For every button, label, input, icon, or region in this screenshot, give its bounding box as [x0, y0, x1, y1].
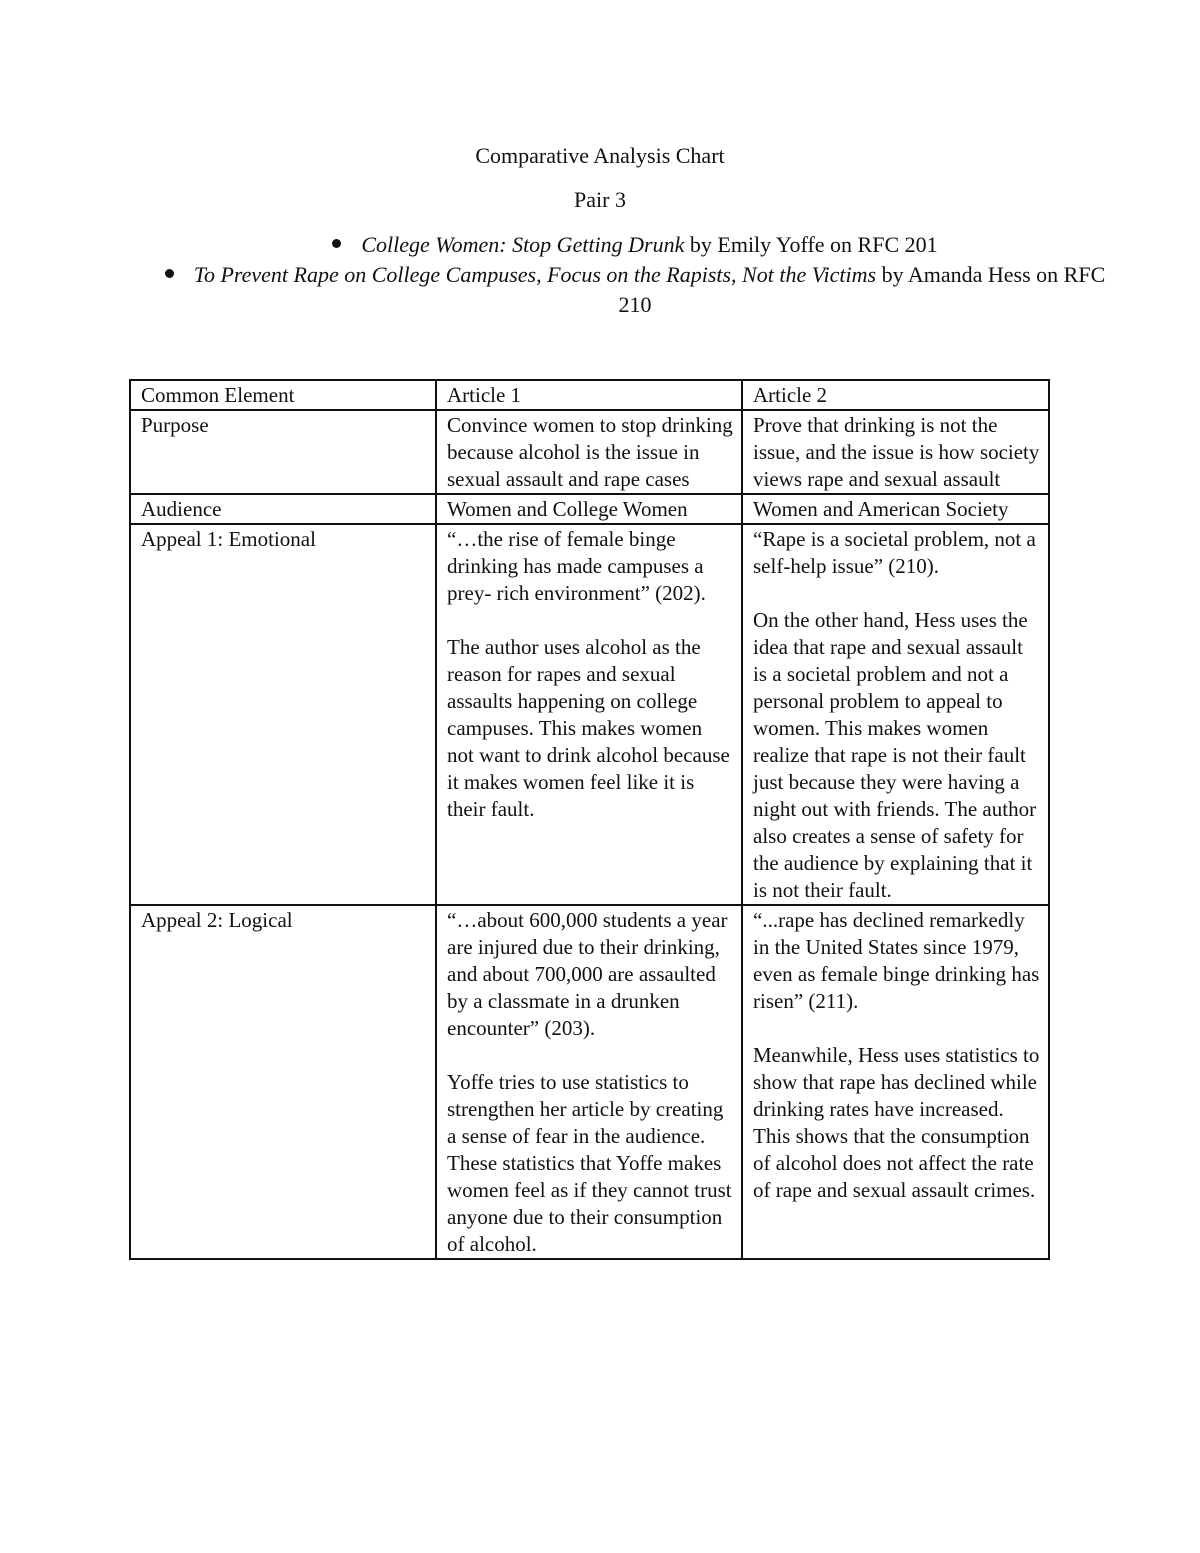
bullet-icon — [332, 239, 341, 248]
article-1-cell — [436, 524, 742, 905]
cell-paragraph: Yoffe tries to use statistics to strengthen her article by creating a sense of fear in the audience. These statistics that Yoffe makes women feel as if they cannot trust anyone due to their consumption of alcohol. — [447, 1070, 732, 1256]
source-title: College Women: Stop Getting Drunk — [361, 232, 685, 257]
header-cell-article-1: Article 1 — [436, 380, 742, 410]
table-row-audience — [130, 494, 1049, 524]
source-list — [160, 230, 1110, 320]
comparison-table — [129, 379, 1050, 1260]
cell-quote: “…about 600,000 students a year are injured due to their drinking, and about 700,000 are assaulted by a classmate in a drunken encounter” (203). — [447, 908, 728, 1040]
source-author: by Emily Yoffe on RFC 201 — [684, 232, 938, 257]
element-cell: Purpose — [130, 410, 436, 494]
article-2-cell — [742, 494, 1049, 524]
page-subtitle: Pair 3 — [574, 187, 626, 212]
article-1-cell — [436, 410, 742, 494]
cell-quote: “...rape has declined remarkedly in the United States since 1979, even as female binge drinking has risen” (211). — [753, 908, 1040, 1013]
article-2-cell — [742, 410, 1049, 494]
cell-paragraph: Meanwhile, Hess uses statistics to show that rape has declined while drinking rates have increased. This shows that the consumption of alcohol does not affect the rate of rape and sexual assault crimes. — [753, 1043, 1040, 1202]
table-row-appeal-logical — [130, 905, 1049, 1259]
source-item-2 — [160, 260, 1110, 320]
element-cell: Appeal 1: Emotional — [130, 524, 436, 905]
header-cell-common-element: Common Element — [130, 380, 436, 410]
article-2-cell — [742, 905, 1049, 1259]
page-title: Comparative Analysis Chart — [475, 143, 725, 168]
table-header-row — [130, 380, 1049, 410]
cell-paragraph: The author uses alcohol as the reason for rapes and sexual assaults happening on college campuses. This makes women not want to drink alcohol because it makes women feel like it is their fault. — [447, 635, 730, 821]
cell-paragraph: Prove that drinking is not the issue, and the issue is how society views rape and sexual assault — [753, 413, 1040, 491]
cell-paragraph: Women and College Women — [447, 497, 688, 521]
cell-quote: “Rape is a societal problem, not a self-help issue” (210). — [753, 527, 1036, 578]
cell-paragraph: Convince women to stop drinking because alcohol is the issue in sexual assault and rape cases — [447, 413, 733, 491]
element-cell: Audience — [130, 494, 436, 524]
source-title: To Prevent Rape on College Campuses, Focus on the Rapists, Not the Victims — [193, 262, 877, 287]
table-row-purpose — [130, 410, 1049, 494]
table-row-appeal-emotional — [130, 524, 1049, 905]
source-item-1 — [160, 230, 1110, 260]
article-1-cell — [436, 905, 742, 1259]
header-cell-article-2: Article 2 — [742, 380, 1049, 410]
source-author: by Amanda Hess on RFC 210 — [618, 262, 1106, 317]
cell-paragraph: Women and American Society — [753, 497, 1009, 521]
cell-quote: “…the rise of female binge drinking has made campuses a prey- rich environment” (202). — [447, 527, 706, 605]
cell-paragraph: On the other hand, Hess uses the idea that rape and sexual assault is a societal problem and not a personal problem to appeal to women. This makes women realize that rape is not their fault just because they were having a night out with friends. The author also creates a sense of safety for the audience by explaining that it is not their fault. — [753, 608, 1037, 902]
element-cell: Appeal 2: Logical — [130, 905, 436, 1259]
bullet-icon — [165, 269, 174, 278]
article-2-cell — [742, 524, 1049, 905]
article-1-cell — [436, 494, 742, 524]
